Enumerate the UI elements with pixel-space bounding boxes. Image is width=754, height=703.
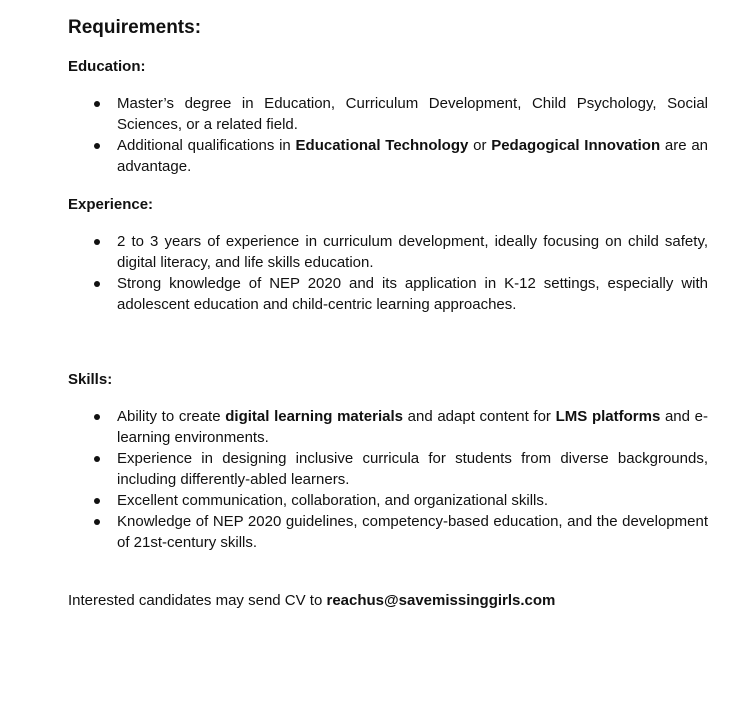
bullet-icon — [94, 519, 100, 525]
bullet-icon — [94, 101, 100, 107]
education-item-text: Master’s degree in Education, Curriculum Development, Child Psychology, Social Sciences, or a related field. — [117, 95, 708, 133]
skills-item-text: Knowledge of NEP 2020 guidelines, competency-based education, and the development of 21st-century skills. — [117, 513, 708, 551]
list-item — [68, 273, 708, 315]
bullet-icon — [94, 414, 100, 420]
bullet-icon — [94, 239, 100, 245]
list-item — [68, 448, 708, 490]
skills-item-text-part: and adapt content for — [402, 408, 556, 425]
skills-item-text: Experience in designing inclusive curricula for students from diverse backgrounds, including differently-abled learners. — [117, 450, 708, 488]
emphasis-text: LMS platforms — [555, 408, 661, 425]
page-title: Requirements: — [68, 17, 202, 38]
bullet-icon — [94, 456, 100, 462]
education-item-text-part: or — [468, 137, 492, 154]
skills-item-text: Excellent communication, collaboration, and organizational skills. — [117, 492, 549, 509]
list-item — [68, 231, 708, 273]
skills-list — [68, 406, 708, 553]
education-item-text-part: Additional qualifications in — [117, 137, 296, 154]
contact-email: reachus@savemissinggirls.com — [326, 592, 556, 609]
emphasis-text: digital learning materials — [225, 408, 403, 425]
emphasis-text: Pedagogical Innovation — [491, 137, 661, 154]
list-item — [68, 511, 708, 553]
contact-line — [68, 590, 555, 611]
bullet-icon — [94, 143, 100, 149]
education-item-text-part: are an advantage. — [117, 137, 708, 175]
list-item — [68, 93, 708, 135]
list-item — [68, 135, 708, 177]
emphasis-text: Educational Technology — [295, 137, 469, 154]
experience-item-text: 2 to 3 years of experience in curriculum development, ideally focusing on child safety, digital literacy, and life skills education. — [117, 233, 708, 271]
skills-heading: Skills: — [68, 371, 113, 388]
list-item — [68, 406, 708, 448]
education-list — [68, 93, 708, 177]
experience-item-text: Strong knowledge of NEP 2020 and its application in K-12 settings, especially with adolescent education and child-centric learning approaches. — [117, 275, 708, 313]
list-item — [68, 490, 708, 511]
skills-item-text-part: and e-learning environments. — [117, 408, 709, 446]
contact-text: Interested candidates may send CV to — [68, 592, 327, 609]
bullet-icon — [94, 498, 100, 504]
experience-list — [68, 231, 708, 315]
bullet-icon — [94, 281, 100, 287]
education-heading: Education: — [68, 58, 146, 75]
skills-item-text-part: Ability to create — [117, 408, 226, 425]
experience-heading: Experience: — [68, 196, 154, 213]
